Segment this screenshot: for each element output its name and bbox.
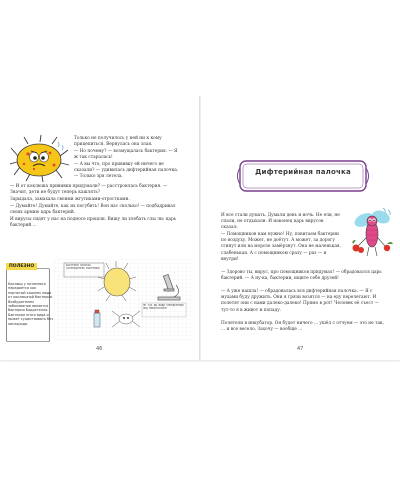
right-page bbox=[201, 96, 400, 360]
bacteria-character-illustration bbox=[10, 134, 70, 182]
fly-character-illustration bbox=[347, 204, 397, 262]
right-paragraph-2: — Помощников нам нужно! Ну, повитаем бактерии по воздуху. Может, не доётут. А может, за дорогу сгинут или на морозе замёрзнут. Она не маленькая, слабенькая. А с помощником сразу — раз — и внутри! bbox=[221, 232, 341, 262]
right-paragraph-1: И все стали думать. Думали день и ночь. Не ели, не спали, не отдыхали. И наконец царь вирусов сказал: bbox=[221, 213, 340, 231]
page-number-left: 46 bbox=[96, 346, 103, 352]
sketch-label-1: БАКТЕРИЯ ПАЛОЧКА (ВОЗБУДИТЕЛЬ БАКТЕРИЯ) bbox=[66, 264, 101, 271]
page-number-right: 47 bbox=[297, 346, 304, 352]
left-paragraph-4: — И от коклюша прививки придумали? — расстроилась бактерия. — Значит, дети не будут теперь кашлять? bbox=[10, 184, 168, 196]
left-paragraph-3: — А вы что, про прививку ей ничего не сказали? — удивилась дифтерийная палочка. — Только зря летела. bbox=[74, 162, 179, 180]
left-paragraph-2: — Но почему? — возмущалась бактерия. — Я ж так старалась! bbox=[74, 149, 178, 161]
chapter-title: Дифтерийная палочка bbox=[255, 168, 351, 176]
right-paragraph-5: Полетели в инкубатор. Он будет ничего ... ушёл с отчуем — это не так, ... и все весело. Захочу — вообще ... bbox=[221, 321, 385, 333]
note-label: ПОЛЕЗНО bbox=[6, 263, 37, 270]
left-paragraph-5: Зарыдала, замахала своими жгутиками-отростками. bbox=[10, 197, 130, 202]
left-paragraph-6: — Думайте! Думайте, как их погубить! Вон нас сколько! — подбадривал своих армию царь бактерий. bbox=[10, 204, 176, 216]
left-paragraph-7: И вирусы сидят у нас на подносе прошли. Вишу ли хлебать слы ли: царь бактерий ... bbox=[10, 217, 177, 229]
left-paragraph-1: Только не получилось у ней ни к кому прицепиться. Вернулась она злая. bbox=[74, 136, 162, 148]
title-frame bbox=[237, 158, 369, 194]
note-text: Коклюш у потомного передаётся как пернатый кашлем люди от коклюшной бактерии. Возбудителем заболевания является бактерия Бордетелла. Бактерия этого вида и может существовать без кислорода. bbox=[8, 282, 53, 326]
left-page bbox=[0, 96, 199, 360]
right-paragraph-4: — А уже нашла! — обрадовалась вся дифтерийная палочка. — Я с мухами буду дружить. Они я грязи возятся — на еду перелетают. И полетят они с нами далеко-далеко! Прямо в рот! Человек её съест — тут-то я в живот и попаду. bbox=[221, 289, 379, 313]
sketch-grid-illustration bbox=[54, 259, 192, 341]
sketch-label-2: НЕ ТАК ВЫ ВИДИ ОПРЕДЕЛЕНИЯ ПОД МИКРОСКОПОМ bbox=[143, 304, 184, 311]
right-paragraph-3: — Здорово ты, вирус, про помощников придумал! — обрадовался царь бактерий. — А ну-ка, бактерии, ищите себе друзей! bbox=[221, 270, 382, 282]
